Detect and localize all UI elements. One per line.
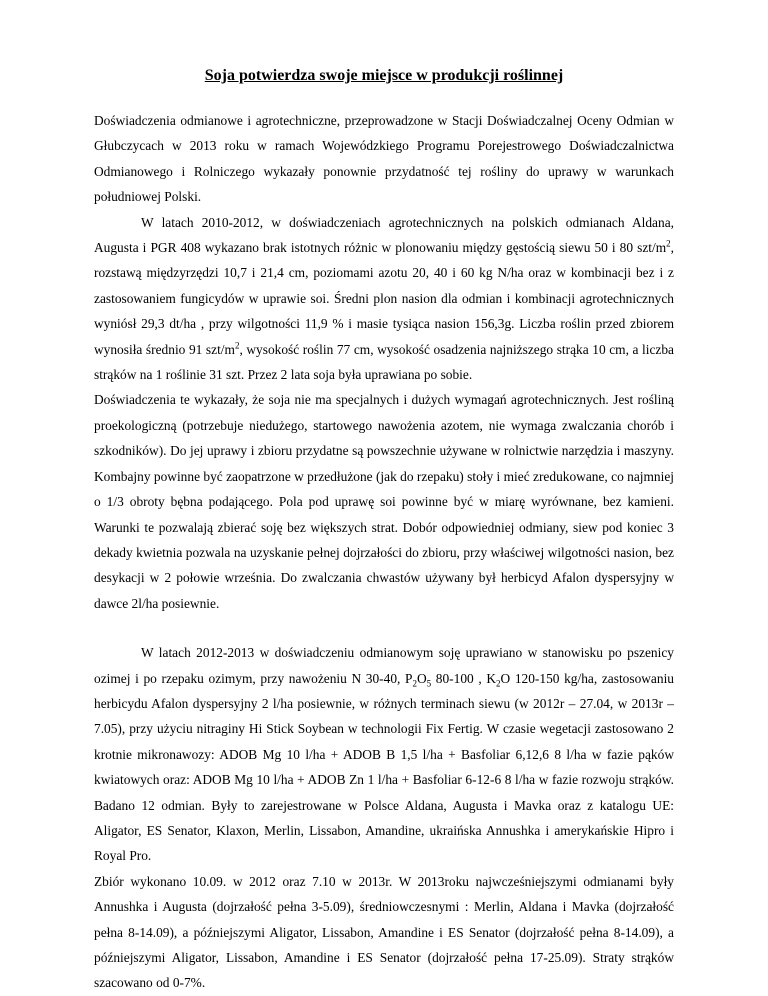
paragraph-agrotechnical-2010-2012 xyxy=(94,210,674,388)
paragraph-harvest: Zbiór wykonano 10.09. w 2012 oraz 7.10 w 2013r. W 2013roku najwcześniejszymi odmianami były Annushka i Augusta (dojrzałość pełna 3-5.09), średniowczesnymi : Merlin, Aldana i Mavka (dojrzałość pełna 8-14.09), a późniejszymi Aligator, Lissabon, Amandine i ES Senator (dojrzałość pełna 8-14.09), a późniejszymi Aligator, Lissabon, Amandine i ES Senator (dojrzałość pełna 17-25.09). Straty strąków szacowano od 0-7%. xyxy=(94,873,674,991)
paragraph-4-part-d: O 120-150 kg/ha, zastosowaniu herbicydu Afalon dyspersyjny 2 l/ha posiewnie, w różnych terminach siewu (w 2012r – 27.04, w 2013r – 7.05), przy użyciu nitraginy Hi Stick Soybean w technologii Fix Fertig. W czasie wegetacji zastosowano 2 krotnie mikronawozy: ADOB Mg 10 l/ha + ADOB B 1,5 l/ha + Basfoliar 6,12,6 8 l/ha w fazie pąków kwiatowych oraz: ADOB Mg 10 l/ha + ADOB Zn 1 l/ha + Basfoliar 6-12-6 8 l/ha w fazie rozwoju strąków. Badano 12 odmian. Były to zarejestrowane w Polsce Aldana, Augusta i Mavka oraz z katalogu UE: Aligator, ES Senator, Klaxon, Merlin, Lissabon, Amandine, ukraińska Annushka i amerykańskie Hipro i Royal Pro. xyxy=(94,670,674,864)
paragraph-4-part-b: O xyxy=(416,670,427,686)
document-title: Soja potwierdza swoje miejsce w produkcji roślinnej xyxy=(204,67,564,84)
superscript-2: 2 xyxy=(666,238,671,249)
paragraph-requirements: Doświadczenia te wykazały, że soja nie ma specjalnych i dużych wymagań agrotechnicznych. Jest rośliną proekologiczną (potrzebuje niedużego, startowego nawożenia azotem, nie wymaga zwalczania chorób i szkodników). Do jej uprawy i zbioru przydatne są powszechnie używane w rolnictwie narzędzia i maszyny. Kombajny powinne być zaopatrzone w przedłużone (jak do rzepaku) stoły i mieć zredukowane, co najmniej o 1/3 obroty bębna podającego. Pola pod uprawę soi powinne być w miarę wyrównane, bez kamieni. Warunki te pozwalają zbierać soję bez większych strat. Dobór odpowiedniej odmiany, siew pod koniec 3 dekady kwietnia pozwala na uzyskanie pełnej dojrzałości do zbioru, przy właściwej wilgotności nasion, bez desykacji w 2 połowie września. Do zwalczania chwastów używany był herbicyd Afalon dyspersyjny w dawce 2l/ha posiewnie. xyxy=(94,392,674,611)
subscript-o: 5 xyxy=(426,678,432,689)
paragraph-2-part-a: W latach 2010-2012, w doświadczeniach agrotechnicznych na polskich odmianach Aldana, Augusta i PGR 408 wykazano brak istotnych różnic w plonowaniu między gęstością siewu 50 i 80 szt/m xyxy=(94,214,674,256)
paragraph-2-part-b: , rozstawą międzyrzędzi 10,7 i 21,4 cm, poziomami azotu 20, 40 i 60 kg N/ha oraz w kombinacji bez i z zastosowaniem fungicydów w uprawie soi. Średni plon nasion dla odmian i kombinacji agrotechnicznych wyniósł 29,3 dt/ha , przy wilgotności 11,9 % i masie tysiąca nasion 156,3g. Liczba roślin przed zbiorem wynosiła średnio 91 szt/m xyxy=(94,240,674,357)
subscript-k: 2 xyxy=(496,678,501,689)
superscript-2: 2 xyxy=(234,340,240,351)
paragraph-intro: Doświadczenia odmianowe i agrotechniczne, przeprowadzone w Stacji Doświadczalnej Oceny Odmian w Głubczycach w 2013 roku w ramach Wojewódzkiego Programu Porejestrowego Doświadczalnictwa Odmianowego i Rolniczego wykazały ponownie przydatność tej rośliny do uprawy w warunkach południowej Polski. xyxy=(94,113,674,205)
paragraph-4-part-c: 80-100 , K xyxy=(431,670,497,686)
paragraph-variety-2012-2013 xyxy=(94,640,674,869)
document-page xyxy=(94,64,674,996)
paragraph-2-part-c: , wysokość roślin 77 cm, wysokość osadzenia najniższego strąka 10 cm, a liczba strąków na 1 roślinie 31 szt. Przez 2 lata soja była uprawiana po sobie. xyxy=(94,341,675,383)
paragraph-4-part-a: W latach 2012-2013 w doświadczeniu odmianowym soję uprawiano w stanowisku po pszenicy ozimej i po rzepaku ozimym, przy nawożeniu N 30-40, P xyxy=(94,645,674,686)
subscript-p: 2 xyxy=(412,678,417,689)
